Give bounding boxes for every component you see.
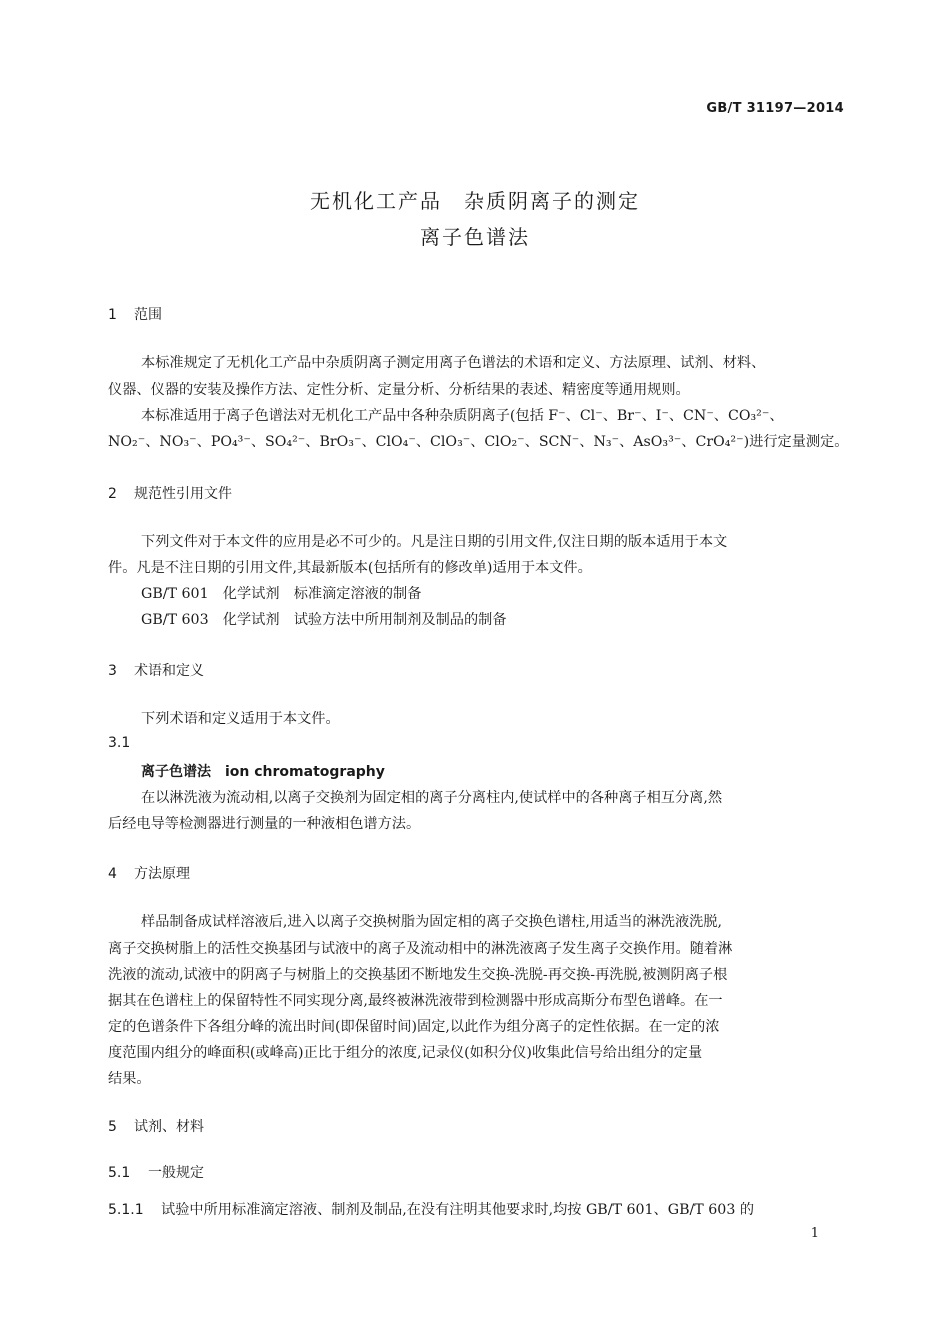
- section-3-heading: [108, 660, 204, 680]
- subsection-number: 3.1: [108, 735, 131, 751]
- paragraph-line: 度范围内组分的峰面积(或峰高)正比于组分的浓度,记录仪(如积分仪)收集此信号给出组分的定量: [108, 1045, 703, 1061]
- section-title: 规范性引用文件: [134, 486, 232, 502]
- subsection-number: 5.1: [108, 1165, 131, 1181]
- reference-item: GB/T 603 化学试剂 试验方法中所用制剂及制品的制备: [141, 612, 507, 628]
- paragraph-line: 下列文件对于本文件的应用是必不可少的。凡是注日期的引用文件,仅注日期的版本适用于本文: [141, 534, 728, 550]
- document-title-line1: 无机化工产品 杂质阴离子的测定: [310, 189, 640, 213]
- paragraph-line: 本标准适用于离子色谱法对无机化工产品中各种杂质阴离子(包括 F⁻、Cl⁻、Br⁻、I⁻、CN⁻、CO₃²⁻、: [141, 408, 784, 424]
- section-title: 试剂、材料: [134, 1119, 204, 1135]
- subsubsection-5-1-1: [108, 1199, 754, 1219]
- section-5-heading: [108, 1116, 204, 1136]
- section-2-heading: [108, 483, 232, 503]
- paragraph-line: 件。凡是不注日期的引用文件,其最新版本(包括所有的修改单)适用于本文件。: [108, 560, 592, 576]
- subsubsection-number: 5.1.1: [108, 1202, 144, 1218]
- standard-code: GB/T 31197—2014: [706, 101, 844, 116]
- section-number: 1: [108, 307, 117, 323]
- section-number: 4: [108, 866, 117, 882]
- subsection-5-1-heading: [108, 1162, 204, 1182]
- paragraph-line: 后经电导等检测器进行测量的一种液相色谱方法。: [108, 816, 421, 832]
- paragraph-line: 离子交换树脂上的活性交换基团与试液中的离子及流动相中的淋洗液离子发生离子交换作用。随着淋: [108, 941, 733, 957]
- section-title: 术语和定义: [134, 663, 204, 679]
- paragraph-line: 据其在色谱柱上的保留特性不同实现分离,最终被淋洗液带到检测器中形成高斯分布型色谱峰。在一: [108, 993, 723, 1009]
- paragraph-line: 定的色谱条件下各组分峰的流出时间(即保留时间)固定,以此作为组分离子的定性依据。在一定的浓: [108, 1019, 720, 1035]
- document-title-line2: 离子色谱法: [420, 225, 530, 249]
- paragraph-line: 洗液的流动,试液中的阴离子与树脂上的交换基团不断地发生交换-洗脱-再交换-再洗脱,被测阴离子根: [108, 967, 728, 983]
- paragraph-line: 结果。: [108, 1071, 151, 1087]
- section-title: 方法原理: [134, 866, 190, 882]
- subsection-title: 一般规定: [148, 1165, 204, 1181]
- paragraph-line: NO₂⁻、NO₃⁻、PO₄³⁻、SO₄²⁻、BrO₃⁻、ClO₄⁻、ClO₃⁻、ClO₂⁻、SCN⁻、N₃⁻、AsO₃³⁻、CrO₄²⁻)进行定量测定。: [108, 434, 849, 450]
- term-entry: 离子色谱法 ion chromatography: [141, 764, 385, 780]
- paragraph-line: 试验中所用标准滴定溶液、制剂及制品,在没有注明其他要求时,均按 GB/T 601、GB/T 603 的: [161, 1202, 755, 1218]
- section-number: 3: [108, 663, 117, 679]
- paragraph-line: 仪器、仪器的安装及操作方法、定性分析、定量分析、分析结果的表述、精密度等通用规则。: [108, 382, 690, 398]
- section-number: 2: [108, 486, 117, 502]
- section-1-heading: [108, 304, 162, 324]
- section-title: 范围: [134, 307, 162, 323]
- section-4-heading: [108, 863, 190, 883]
- paragraph-line: 本标准规定了无机化工产品中杂质阴离子测定用离子色谱法的术语和定义、方法原理、试剂、材料、: [141, 355, 766, 371]
- paragraph-line: 样品制备成试样溶液后,进入以离子交换树脂为固定相的离子交换色谱柱,用适当的淋洗液洗脱,: [141, 914, 723, 930]
- paragraph-line: 在以淋洗液为流动相,以离子交换剂为固定相的离子分离柱内,使试样中的各种离子相互分离,然: [141, 790, 723, 806]
- reference-item: GB/T 601 化学试剂 标准滴定溶液的制备: [141, 586, 422, 602]
- section-number: 5: [108, 1119, 117, 1135]
- page-number: 1: [810, 1226, 819, 1241]
- paragraph-line: 下列术语和定义适用于本文件。: [141, 711, 340, 727]
